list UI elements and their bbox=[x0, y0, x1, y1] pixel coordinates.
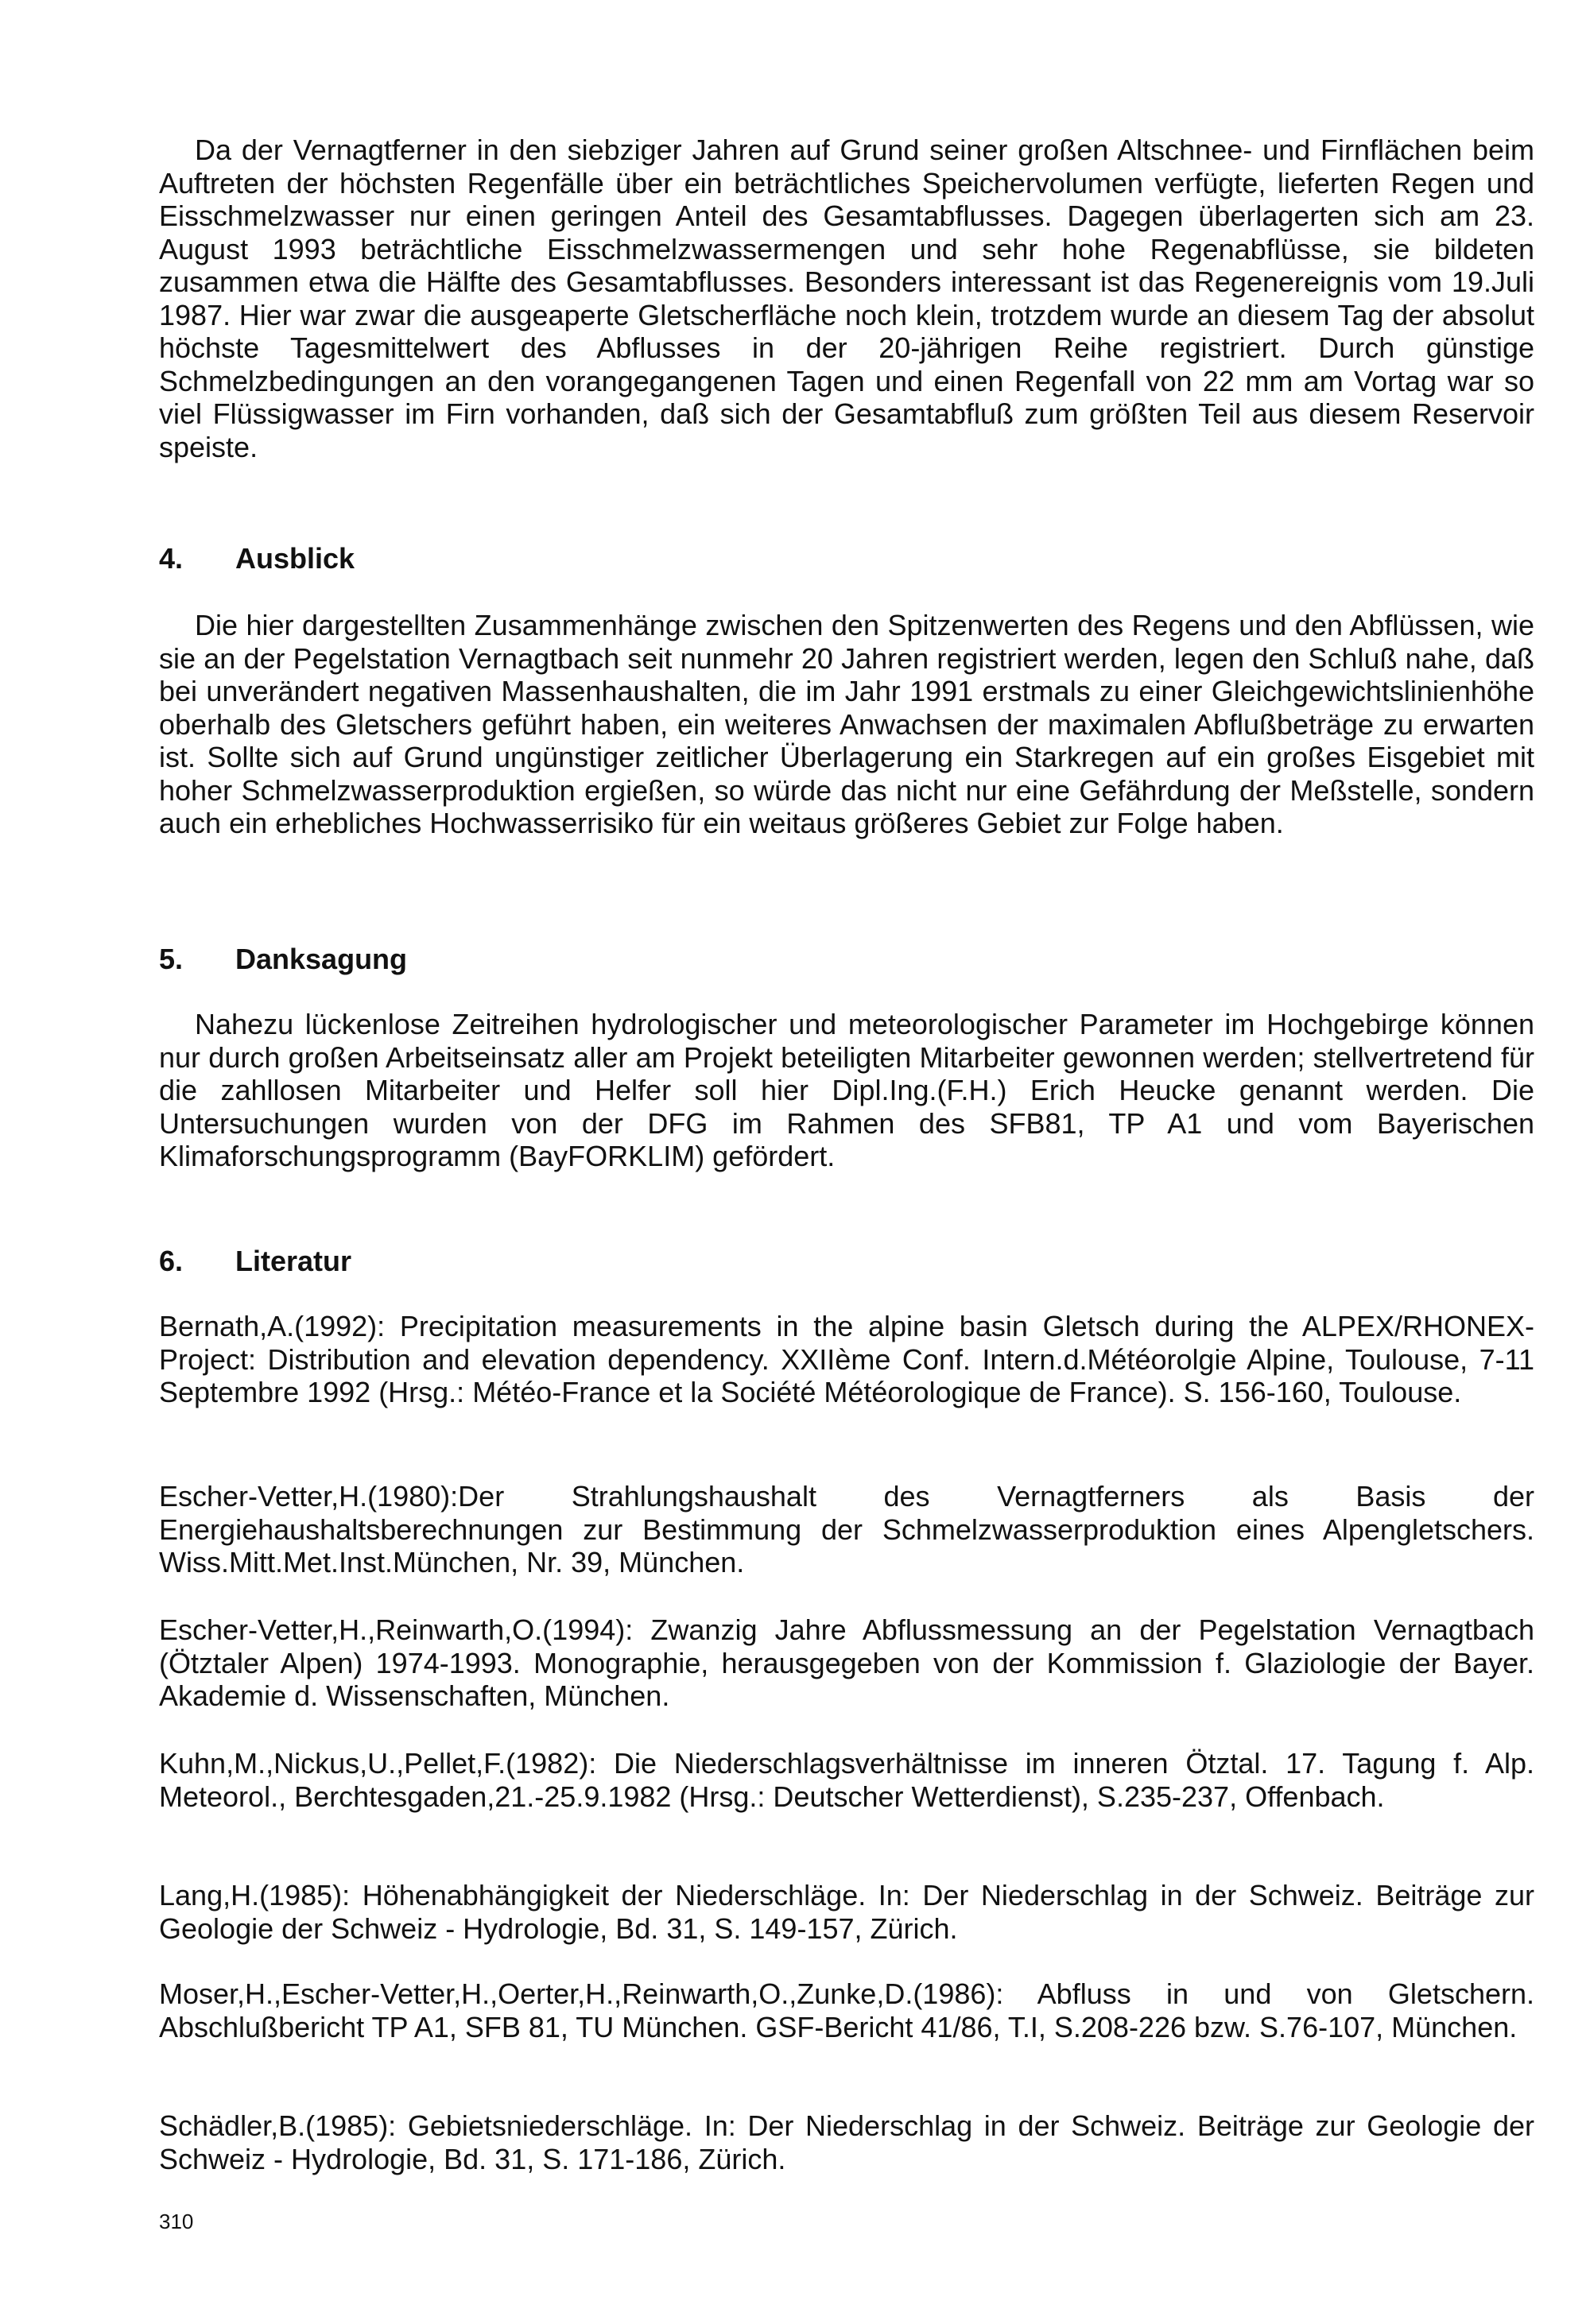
section-number: 6. bbox=[159, 1245, 184, 1277]
section-number: 5. bbox=[159, 943, 184, 975]
section-title: Literatur bbox=[235, 1245, 352, 1277]
section-heading-ausblick bbox=[159, 542, 355, 575]
reference-entry: Lang,H.(1985): Höhenabhängigkeit der Niederschläge. In: Der Niederschlag in der Schweiz. Beiträge zur Geologie der Schweiz - Hydrologie, Bd. 31, S. 149-157, Zürich. bbox=[159, 1879, 1534, 1945]
reference-entry: Escher-Vetter,H.,Reinwarth,O.(1994): Zwanzig Jahre Abflussmessung an der Pegelstation Vernagtbach (Ötztaler Alpen) 1974-1993. Monographie, herausgegeben von der Kommission f. Glaziologie der Bayer. Akademie d. Wissenschaften, München. bbox=[159, 1613, 1534, 1712]
reference-entry: Moser,H.,Escher-Vetter,H.,Oerter,H.,Reinwarth,O.,Zunke,D.(1986): Abfluss in und von Gletschern. Abschlußbericht TP A1, SFB 81, TU München. GSF-Bericht 41/86, T.I, S.208-226 bzw. S.76-107, München. bbox=[159, 1977, 1534, 2043]
section-title: Ausblick bbox=[235, 542, 355, 575]
reference-entry: Kuhn,M.,Nickus,U.,Pellet,F.(1982): Die Niederschlagsverhältnisse im inneren Ötztal. 17. Tagung f. Alp. Meteorol., Berchtesgaden,21.-25.9.1982 (Hrsg.: Deutscher Wetterdienst), S.235-237, Offenbach. bbox=[159, 1747, 1534, 1813]
section-heading-danksagung bbox=[159, 943, 407, 975]
danksagung-paragraph: Nahezu lückenlose Zeitreihen hydrologischer und meteorologischer Parameter im Hochgebirge können nur durch großen Arbeitseinsatz aller am Projekt beteiligten Mitarbeiter gewonnen werden; stellvertretend für die zahllosen Mitarbeiter und Helfer soll hier Dipl.Ing.(F.H.) Erich Heucke genannt werden. Die Untersuchungen wurden von der DFG im Rahmen des SFB81, TP A1 und vom Bayerischen Klimaforschungsprogramm (BayFORKLIM) gefördert. bbox=[159, 1008, 1534, 1172]
section-title: Danksagung bbox=[235, 943, 408, 975]
intro-paragraph: Da der Vernagtferner in den siebziger Jahren auf Grund seiner großen Altschnee- und Firnflächen beim Auftreten der höchsten Regenfälle über ein beträchtliches Speichervolumen verfügte, lieferten Regen und Eisschmelzwasser nur einen geringen Anteil des Gesamtabflusses. Dagegen überlagerten sich am 23. August 1993 beträchtliche Eisschmelzwassermengen und sehr hohe Regenabflüsse, sie bildeten zusammen etwa die Hälfte des Gesamtabflusses. Besonders interessant ist das Regenereignis vom 19.Juli 1987. Hier war zwar die ausgeaperte Gletscherfläche noch klein, trotzdem wurde an diesem Tag der absolut höchste Tagesmittelwert des Abflusses in der 20-jährigen Reihe registriert. Durch günstige Schmelzbedingungen an den vorangegangenen Tagen und einen Regenfall von 22 mm am Vortag war so viel Flüssigwasser im Firn vorhanden, daß sich der Gesamtabfluß zum größten Teil aus diesem Reservoir speiste. bbox=[159, 134, 1534, 463]
page-number: 310 bbox=[159, 2210, 194, 2233]
section-heading-literatur bbox=[159, 1245, 351, 1277]
reference-entry: Schädler,B.(1985): Gebietsniederschläge. In: Der Niederschlag in der Schweiz. Beiträge zur Geologie der Schweiz - Hydrologie, Bd. 31, S. 171-186, Zürich. bbox=[159, 2109, 1534, 2175]
ausblick-paragraph: Die hier dargestellten Zusammenhänge zwischen den Spitzenwerten des Regens und den Abflüssen, wie sie an der Pegelstation Vernagtbach seit nunmehr 20 Jahren registriert werden, legen den Schluß nahe, daß bei unverändert negativen Massenhaushalten, die im Jahr 1991 erstmals zu einer Gleichgewichtslinienhöhe oberhalb des Gletschers geführt haben, ein weiteres Anwachsen der maximalen Abflußbeträge zu erwarten ist. Sollte sich auf Grund ungünstiger zeitlicher Überlagerung ein Starkregen auf ein großes Eisgebiet mit hoher Schmelzwasserproduktion ergießen, so würde das nicht nur eine Gefährdung der Meßstelle, sondern auch ein erhebliches Hochwasserrisiko für ein weitaus größeres Gebiet zur Folge haben. bbox=[159, 609, 1534, 839]
reference-entry: Escher-Vetter,H.(1980):Der Strahlungshaushalt des Vernagtferners als Basis der Energiehaushaltsberechnungen zur Bestimmung der Schmelzwasserproduktion eines Alpengletschers. Wiss.Mitt.Met.Inst.München, Nr. 39, München. bbox=[159, 1480, 1534, 1578]
section-number: 4. bbox=[159, 542, 184, 575]
reference-entry: Bernath,A.(1992): Precipitation measurements in the alpine basin Gletsch during the ALPEX/RHONEX-Project: Distribution and elevation dependency. XXIIème Conf. Intern.d.Météorolgie Alpine, Toulouse, 7-11 Septembre 1992 (Hrsg.: Météo-France et la Société Météorologique de France). S. 156-160, Toulouse. bbox=[159, 1310, 1534, 1408]
